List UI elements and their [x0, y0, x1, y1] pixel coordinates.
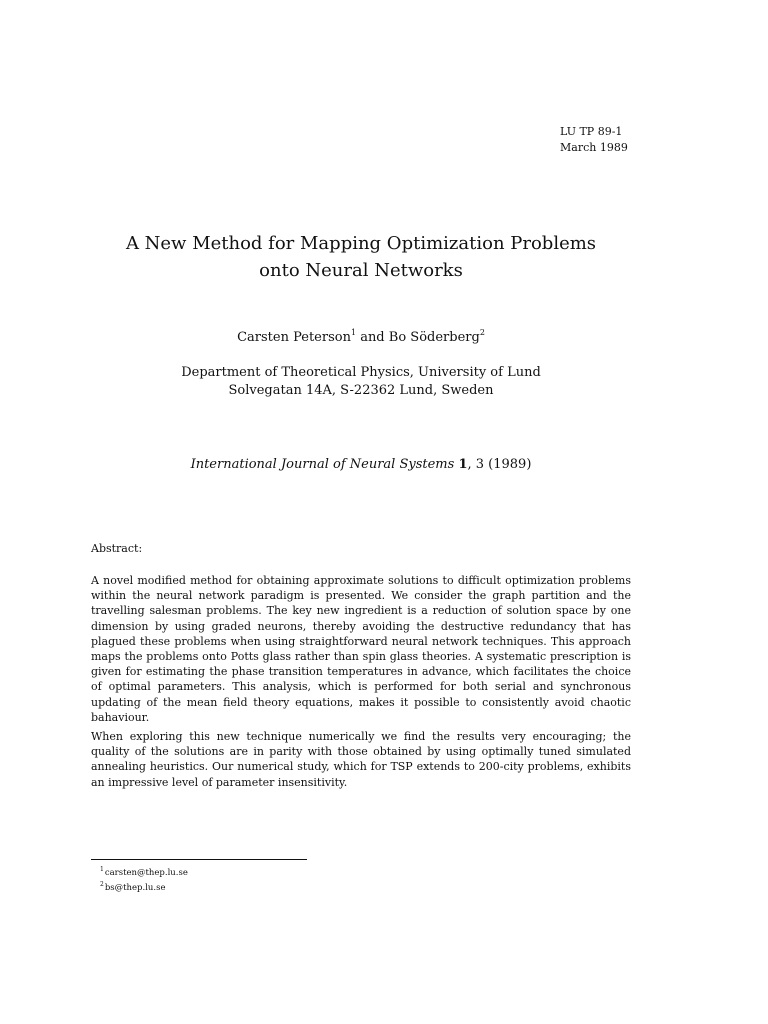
author-name: Carsten Peterson: [237, 330, 351, 345]
footnote-mark: 1: [350, 328, 357, 337]
author-list: [0, 328, 722, 345]
footnote-1: [100, 864, 188, 879]
footnote-email: carsten@thep.lu.se: [104, 868, 188, 878]
journal-issue-year: , 3 (1989): [467, 457, 532, 472]
report-date: March 1989: [560, 141, 628, 154]
abstract-paragraph-2: When exploring this new technique numerically we find the results very encouraging; the quality of the solutions are in parity with those obtained by using optimally tuned simulated annealing heuristics. Our numerical study, which for TSP extends to 200-city problems, exhibits an impressive level of parameter insensitivity.: [91, 730, 631, 789]
journal-volume: 1: [458, 457, 468, 472]
affiliation-line-1: Department of Theoretical Physics, University of Lund: [181, 365, 541, 380]
footnote-email: bs@thep.lu.se: [104, 883, 166, 893]
title-line-2: onto Neural Networks: [259, 260, 463, 281]
author-name: Bo Söderberg: [388, 330, 480, 345]
report-number: LU TP 89-1: [560, 125, 623, 138]
journal-reference: [0, 457, 722, 472]
footnotes: [100, 864, 188, 894]
footnote-2: [100, 879, 188, 894]
abstract-heading: Abstract:: [91, 542, 143, 555]
footnote-mark: 2: [100, 881, 104, 888]
affiliation-line-2: Solvegatan 14A, S-22362 Lund, Sweden: [228, 383, 494, 398]
affiliation: [0, 364, 722, 400]
footnote-mark: 2: [479, 328, 485, 337]
paper-title: [0, 230, 722, 284]
report-header: [560, 124, 650, 156]
journal-name: International Journal of Neural Systems: [190, 457, 455, 472]
title-line-1: A New Method for Mapping Optimization Problems: [125, 233, 597, 254]
author-conjunction: and: [360, 330, 385, 345]
footnote-rule: [91, 859, 307, 860]
abstract-paragraph-1: A novel modified method for obtaining approximate solutions to difficult optimization problems within the neural network paradigm is presented. We consider the graph partition and the travelling salesman problems. The key new ingredient is a reduction of solution space by one dimension by using graded neurons, thereby avoiding the destructive redundancy that has plagued these problems when using straightforward neural network techniques. This approach maps the problems onto Potts glass rather than spin glass theories. A systematic prescription is given for estimating the phase transition temperatures in advance, which facilitates the choice of optimal parameters. This analysis, which is performed for both serial and synchronous updating of the mean field theory equations, makes it possible to consistently avoid chaotic bahaviour.: [91, 574, 631, 724]
footnote-mark: 1: [100, 866, 104, 873]
